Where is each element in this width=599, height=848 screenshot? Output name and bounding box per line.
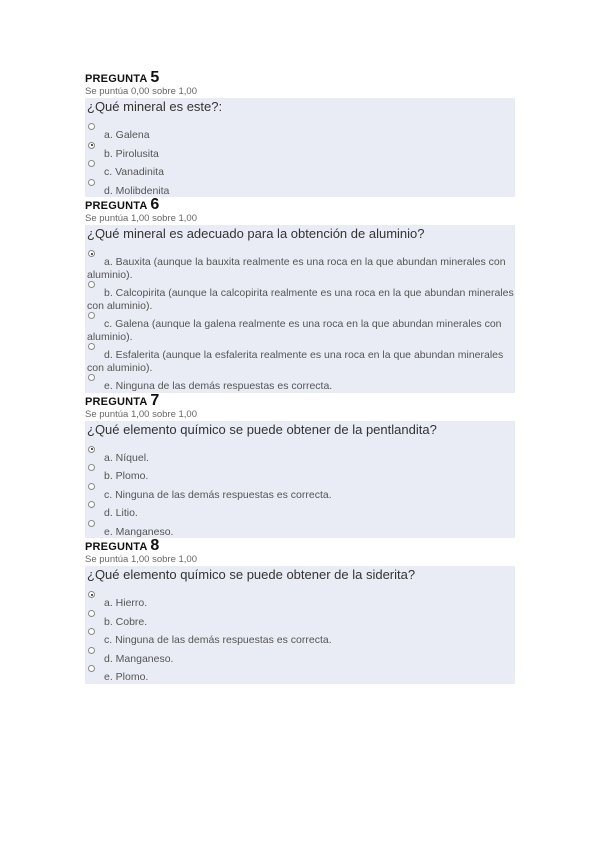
question-text: ¿Qué mineral es adecuado para la obtención de aluminio? [87, 226, 425, 241]
question-grade: Se puntúa 1,00 sobre 1,00 [85, 213, 197, 224]
question-text: ¿Qué elemento químico se puede obtener de la siderita? [87, 567, 416, 582]
radio-button[interactable] [88, 446, 95, 453]
radio-button[interactable] [88, 312, 95, 319]
question-header [85, 197, 515, 213]
radio-button[interactable] [88, 142, 95, 149]
question-header [85, 538, 515, 554]
answer-option[interactable] [87, 142, 515, 161]
answer-label: c. Vanadinita [104, 166, 164, 178]
answer-label: a. Galena [104, 129, 150, 141]
question-box [85, 98, 515, 197]
radio-button[interactable] [88, 647, 95, 654]
quiz-page [85, 70, 515, 684]
answer-label: e. Ninguna de las demás respuestas es correcta. [104, 380, 333, 392]
answer-label: b. Pirolusita [104, 147, 159, 160]
answer-label: b. Plomo. [104, 470, 149, 482]
question-label: PREGUNTA [85, 395, 148, 408]
question-grade: Se puntúa 0,00 sobre 1,00 [85, 86, 197, 97]
question-6 [85, 197, 515, 393]
question-grade: Se puntúa 1,00 sobre 1,00 [85, 408, 197, 420]
answer-label: a. Bauxita (aunque la bauxita realmente es una roca en la que abundan minerales con aluminio). [87, 256, 506, 281]
radio-button[interactable] [88, 160, 95, 167]
answer-label: e. Manganeso. [104, 525, 174, 538]
question-8 [85, 538, 515, 684]
question-grade: Se puntúa 1,00 sobre 1,00 [85, 554, 197, 565]
answer-label: d. Manganeso. [104, 652, 174, 665]
answer-option[interactable] [87, 281, 515, 312]
answer-label: b. Calcopirita (aunque la calcopirita realmente es una roca en la que abundan minerales con aluminio). [87, 287, 514, 312]
answer-label: e. Plomo. [104, 671, 149, 683]
radio-button[interactable] [88, 250, 95, 257]
radio-button[interactable] [88, 628, 95, 635]
answer-option[interactable] [87, 374, 515, 393]
answer-label: b. Cobre. [104, 615, 148, 628]
answer-option[interactable] [87, 628, 515, 647]
answer-option[interactable] [87, 520, 515, 539]
answer-option[interactable] [87, 312, 515, 343]
question-text: ¿Qué mineral es este?: [87, 99, 223, 114]
answer-option[interactable] [87, 446, 515, 465]
question-header [85, 393, 515, 409]
question-header [85, 70, 515, 86]
question-box [85, 566, 515, 684]
answer-option[interactable] [87, 343, 515, 374]
radio-button[interactable] [88, 501, 95, 508]
answer-option[interactable] [87, 123, 515, 142]
answer-option[interactable] [87, 591, 515, 610]
answer-option[interactable] [87, 464, 515, 483]
radio-button[interactable] [88, 591, 95, 598]
answer-label: d. Esfalerita (aunque la esfalerita realmente es una roca en la que abundan minerales con aluminio). [87, 349, 504, 374]
question-number: 6 [150, 196, 160, 213]
question-number: 7 [150, 391, 160, 409]
answer-label: d. Molibdenita [104, 184, 170, 197]
radio-button[interactable] [88, 483, 95, 490]
answer-option[interactable] [87, 665, 515, 684]
answer-option[interactable] [87, 250, 515, 281]
answer-label: c. Galena (aunque la galena realmente es una roca en la que abundan minerales con aluminio). [87, 318, 502, 343]
question-number: 8 [150, 537, 160, 554]
radio-button[interactable] [88, 610, 95, 617]
question-number: 5 [150, 69, 160, 86]
answer-option[interactable] [87, 501, 515, 520]
radio-button[interactable] [88, 343, 95, 350]
radio-button[interactable] [88, 281, 95, 288]
answer-label: a. Hierro. [104, 597, 148, 609]
question-label: PREGUNTA [85, 200, 148, 212]
answer-label: a. Níquel. [104, 451, 149, 464]
question-7 [85, 393, 515, 539]
question-box [85, 225, 515, 393]
radio-button[interactable] [88, 464, 95, 471]
answer-option[interactable] [87, 160, 515, 179]
radio-button[interactable] [88, 665, 95, 672]
answer-option[interactable] [87, 179, 515, 198]
radio-button[interactable] [88, 374, 95, 381]
radio-button[interactable] [88, 520, 95, 527]
answer-label: d. Litio. [104, 507, 138, 519]
radio-button[interactable] [88, 123, 95, 130]
answer-option[interactable] [87, 647, 515, 666]
question-label: PREGUNTA [85, 541, 148, 553]
answer-label: c. Ninguna de las demás respuestas es correcta. [104, 634, 332, 646]
question-label: PREGUNTA [85, 73, 148, 85]
question-box [85, 421, 515, 539]
question-text: ¿Qué elemento químico se puede obtener de la pentlandita? [87, 421, 437, 437]
answer-option[interactable] [87, 610, 515, 629]
question-5 [85, 70, 515, 197]
answer-option[interactable] [87, 483, 515, 502]
answer-label: c. Ninguna de las demás respuestas es correcta. [104, 488, 332, 501]
radio-button[interactable] [88, 179, 95, 186]
